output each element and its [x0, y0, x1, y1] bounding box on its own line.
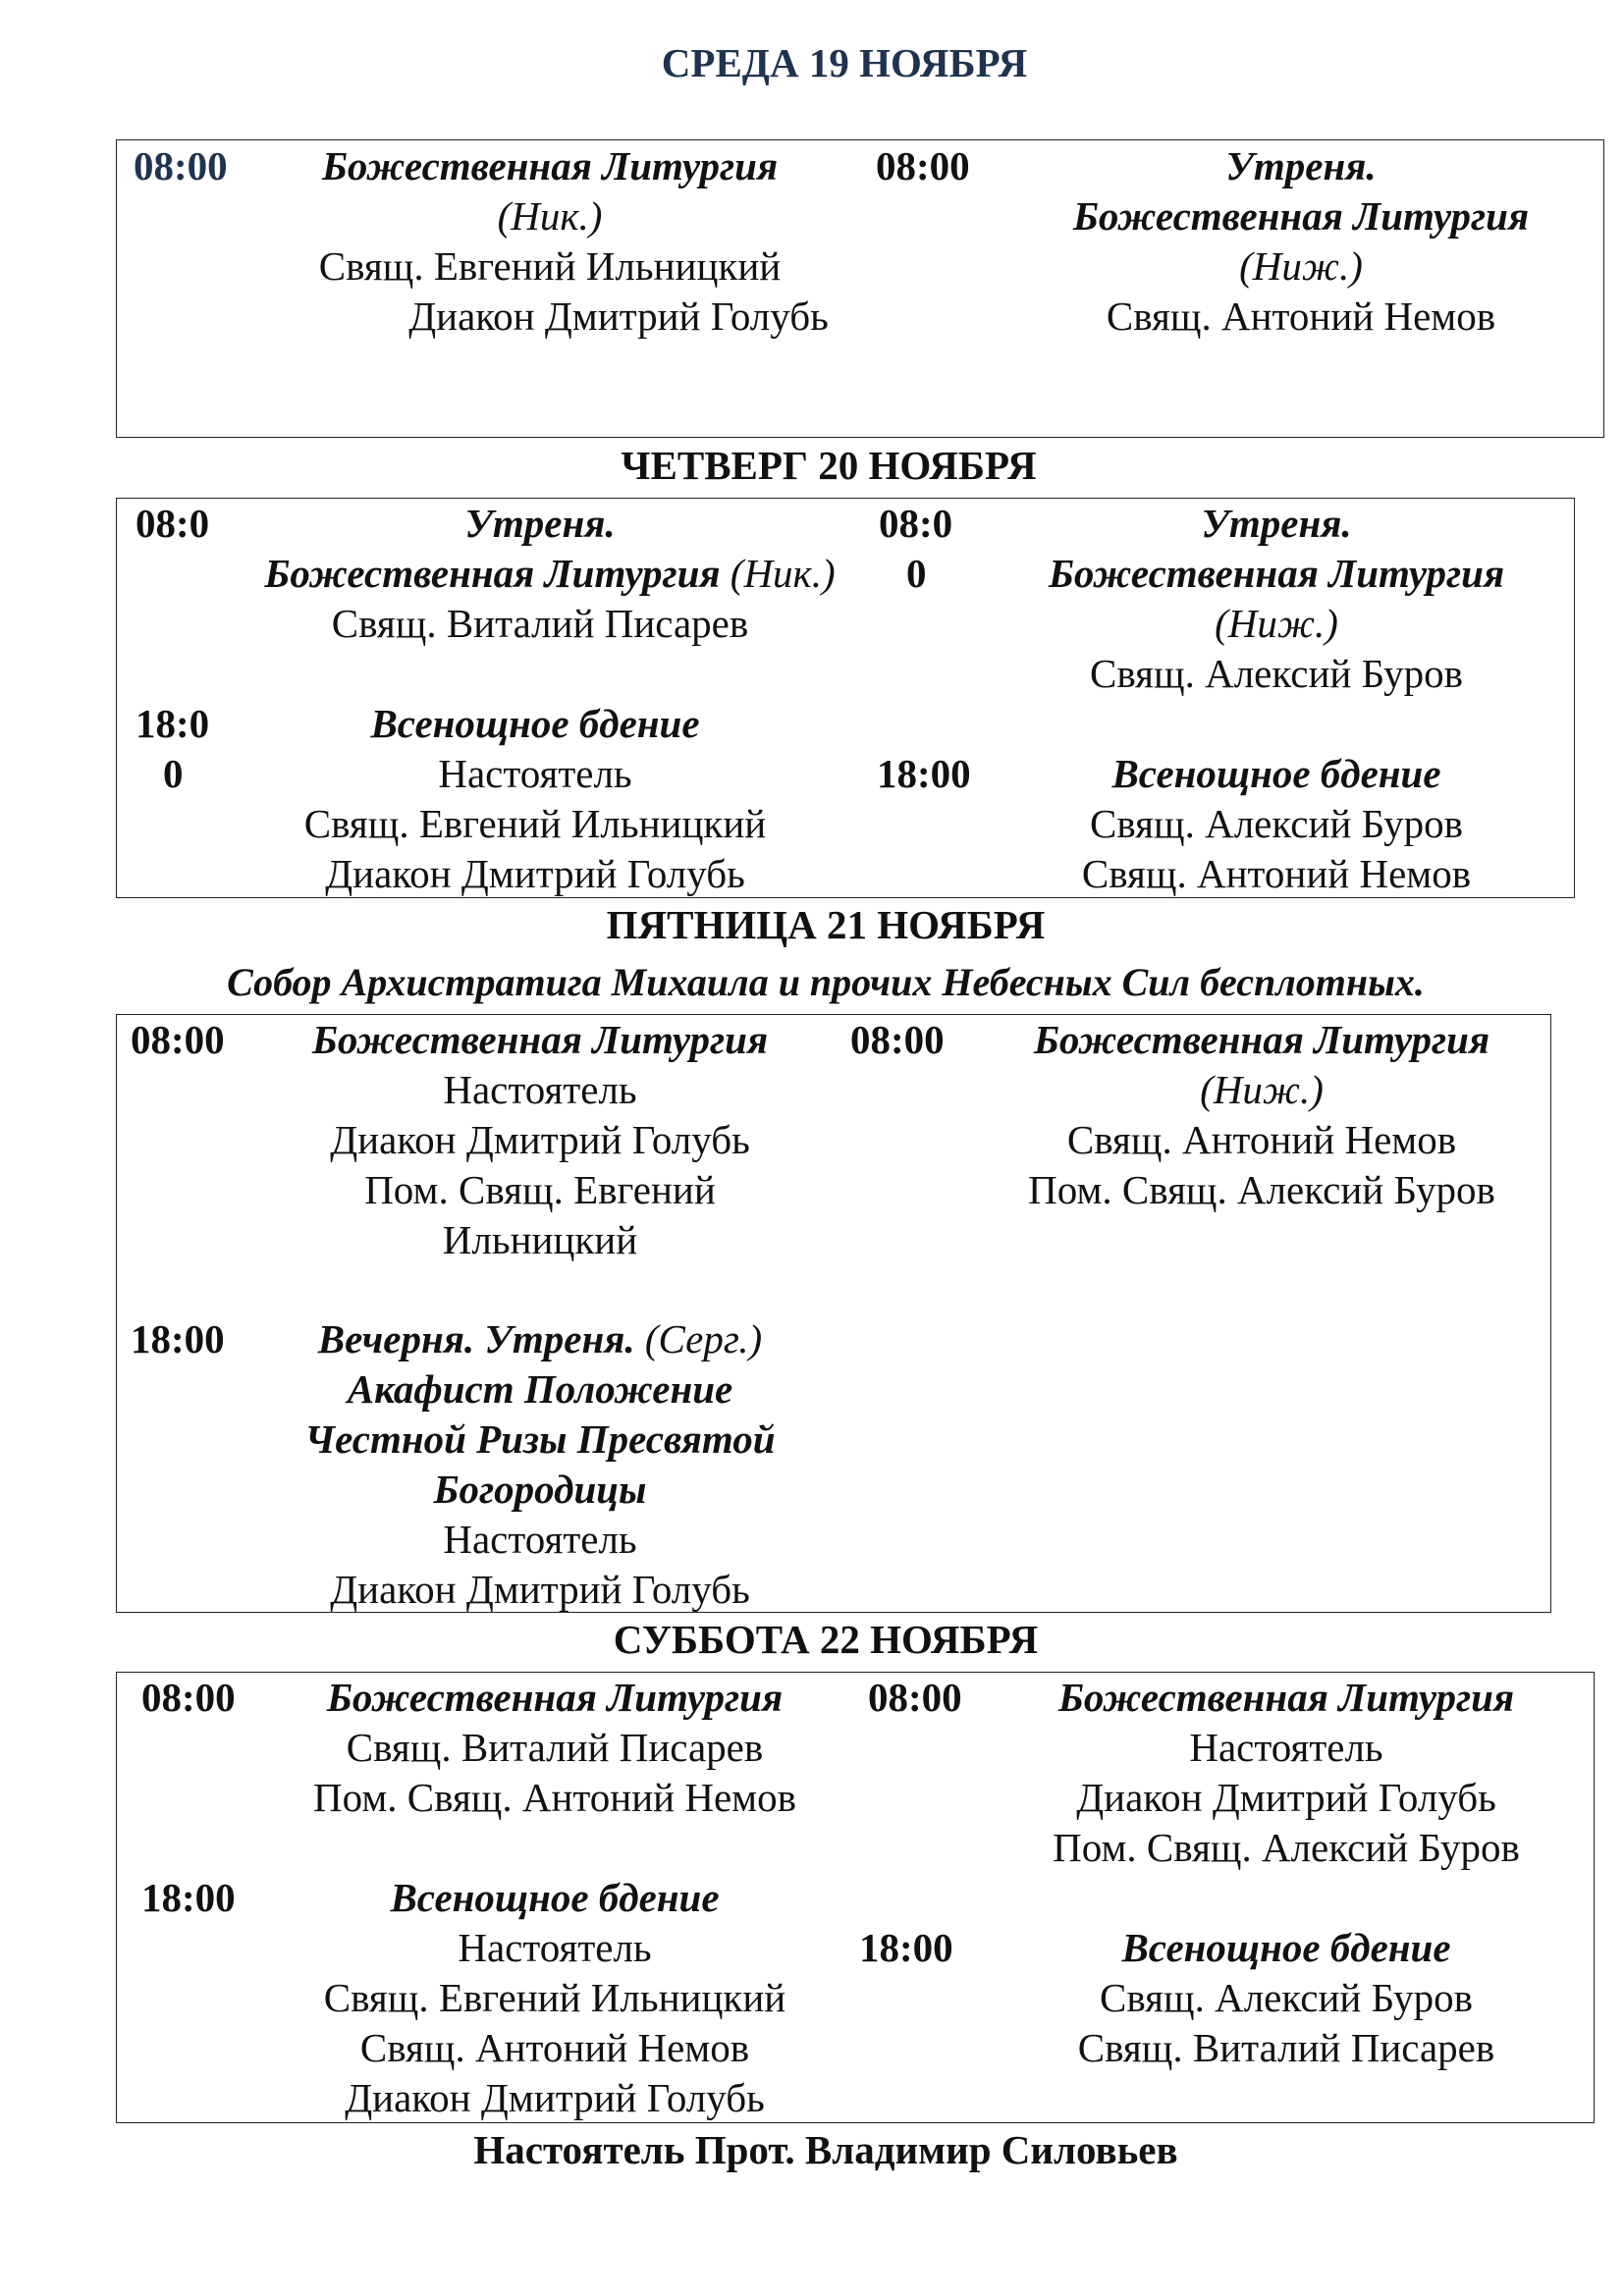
- clergy-line: Свящ. Алексий Буров: [1090, 801, 1463, 846]
- service-name: Честной Ризы Пресвятой: [304, 1416, 776, 1462]
- clergy-line: Диакон Дмитрий Голубь: [408, 294, 829, 339]
- clergy-line: Пом. Свящ. Алексий Буров: [1028, 1167, 1495, 1212]
- day-header-friday: ПЯТНИЦА 21 НОЯБРЯ: [606, 902, 1046, 947]
- time-evening-right: 18:00: [877, 751, 971, 796]
- service-name: Утреня.: [464, 501, 616, 546]
- service-name: Божественная Литургия: [326, 1675, 784, 1720]
- clergy-line: Свящ. Алексий Буров: [1090, 651, 1463, 696]
- clergy-line: Свящ. Антоний Немов: [1066, 1117, 1457, 1162]
- feast-subheader: Собор Архистратига Михаила и прочих Небесных Сил бесплотных.: [227, 960, 1425, 1004]
- clergy-line: Настоятель: [1189, 1725, 1383, 1770]
- clergy-line: Диакон Дмитрий Голубь: [325, 851, 745, 896]
- service-name: Божественная Литургия: [1033, 1017, 1490, 1062]
- clergy-line: Ильницкий: [442, 1217, 638, 1262]
- clergy-line: Настоятель: [438, 751, 632, 796]
- day-header-wednesday: СРЕДА 19 НОЯБРЯ: [661, 40, 1028, 85]
- time-evening-left: 18:00: [141, 1875, 236, 1920]
- clergy-line: Свящ. Алексий Буров: [1100, 1975, 1473, 2020]
- service-place: (Ник.): [497, 193, 603, 239]
- clergy-line: Настоятель: [458, 1925, 652, 1970]
- time-evening-left: 18:0: [135, 701, 210, 746]
- service-name: Вечерня. Утреня.: [317, 1316, 635, 1362]
- clergy-line: Свящ. Виталий Писарев: [1077, 2025, 1495, 2070]
- service-name: Утреня.: [1201, 501, 1352, 546]
- service-name: Богородицы: [433, 1467, 647, 1512]
- clergy-line: Диакон Дмитрий Голубь: [1076, 1775, 1496, 1820]
- clergy-line: Свящ. Антоний Немов: [1081, 851, 1472, 896]
- time-evening-right: 18:00: [859, 1925, 953, 1970]
- service-name: Всенощное бдение: [370, 701, 700, 746]
- clergy-line: Свящ. Виталий Писарев: [331, 601, 749, 646]
- service-place: (Ник.): [730, 551, 836, 596]
- service-name: Всенощное бдение: [390, 1875, 720, 1920]
- clergy-line: Диакон Дмитрий Голубь: [345, 2075, 765, 2120]
- time-evening-left: 18:00: [131, 1316, 225, 1362]
- day-header-saturday: СУББОТА 22 НОЯБРЯ: [613, 1617, 1039, 1662]
- service-name: Божественная Литургия: [264, 551, 721, 596]
- service-name: Акафист Положение: [347, 1366, 733, 1412]
- time-morning-right: 08:00: [850, 1017, 945, 1062]
- clergy-line: Пом. Свящ. Антоний Немов: [313, 1775, 796, 1820]
- clergy-line: Пом. Свящ. Евгений: [364, 1167, 716, 1212]
- service-name-line: [265, 1314, 815, 1364]
- clergy-line: Диакон Дмитрий Голубь: [330, 1567, 750, 1612]
- service-place: (Ниж.): [1200, 1067, 1324, 1112]
- service-name: Всенощное бдение: [1111, 751, 1441, 796]
- clergy-line: Свящ. Антоний Немов: [359, 2025, 750, 2070]
- clergy-line: Настоятель: [443, 1067, 637, 1112]
- service-name: Божественная Литургия: [1048, 551, 1505, 596]
- clergy-line: Свящ. Евгений Ильницкий: [303, 801, 767, 846]
- service-place: (Ниж.): [1239, 243, 1363, 289]
- clergy-line: Пом. Свящ. Алексий Буров: [1053, 1825, 1520, 1870]
- service-place: (Ниж.): [1215, 601, 1338, 646]
- clergy-line: Диакон Дмитрий Голубь: [330, 1117, 750, 1162]
- service-place: (Серг.): [644, 1316, 763, 1362]
- time-morning-left: 08:00: [141, 1675, 236, 1720]
- time-morning-right-wrap: 0: [906, 551, 927, 596]
- service-name: Утреня.: [1225, 143, 1377, 188]
- service-name: Божественная Литургия: [1057, 1675, 1515, 1720]
- clergy-line: Свящ. Виталий Писарев: [346, 1725, 764, 1770]
- service-name: Божественная Литургия: [1072, 193, 1530, 239]
- clergy-line: Свящ. Антоний Немов: [1106, 294, 1496, 339]
- service-name: Божественная Литургия: [321, 143, 779, 188]
- time-morning-right: 08:00: [876, 143, 970, 188]
- time-morning-left: 08:00: [134, 143, 228, 188]
- rector-signature-line: Настоятель Прот. Владимир Силовьев: [473, 2127, 1178, 2172]
- clergy-line: Свящ. Евгений Ильницкий: [318, 243, 782, 289]
- time-morning-right: 08:0: [879, 501, 953, 546]
- clergy-line: Настоятель: [443, 1517, 637, 1562]
- time-morning-left: 08:00: [131, 1017, 225, 1062]
- time-evening-left-wrap: 0: [163, 751, 184, 796]
- time-morning-left: 08:0: [135, 501, 210, 546]
- service-name: Божественная Литургия: [311, 1017, 769, 1062]
- service-name: Всенощное бдение: [1121, 1925, 1451, 1970]
- day-header-thursday: ЧЕТВЕРГ 20 НОЯБРЯ: [621, 443, 1037, 488]
- service-name-line: [236, 549, 864, 599]
- time-morning-right: 08:00: [868, 1675, 962, 1720]
- clergy-line: Свящ. Евгений Ильницкий: [323, 1975, 786, 2020]
